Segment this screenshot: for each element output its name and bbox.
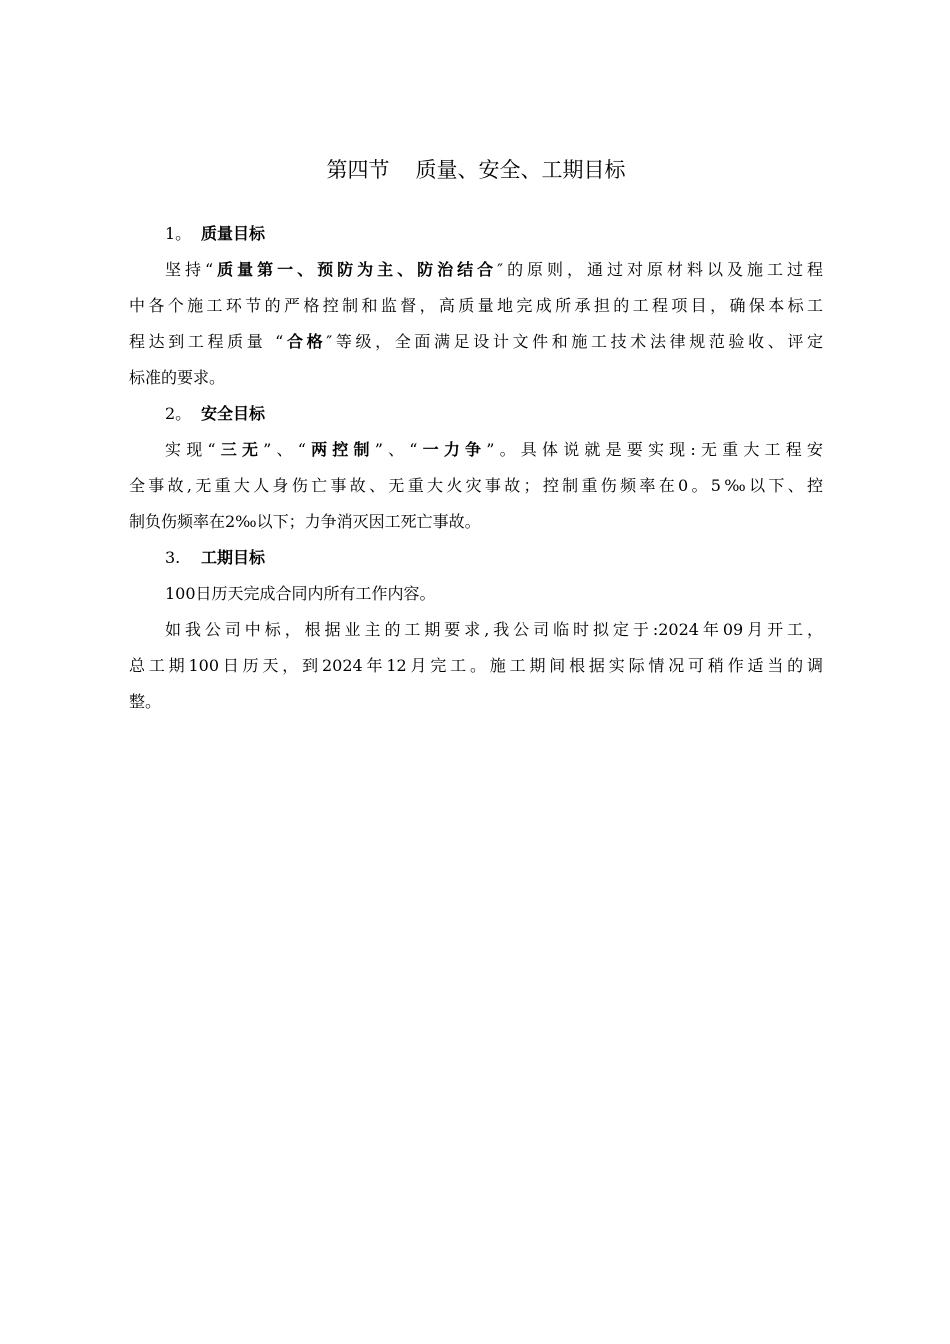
quality-principle: 质量第一、预防为主、防治结合 [213,260,498,279]
safety-paragraph-line-3: 制负伤频率在2‰以下；力争消灭因工死亡事故。 [129,512,481,531]
schedule-heading [129,540,823,576]
schedule-paragraph-2-line-2: 总工期100日历天，到2024年12月完工。施工期间根据实际情况可稍作适当的调 [129,656,823,675]
safety-paragraph-line-1 [129,432,823,468]
schedule-paragraph-2-line-1: 如我公司中标，根据业主的工期要求,我公司临时拟定于:2024年09月开工， [165,620,823,639]
section-title-text: 质量、安全、工期目标 [415,158,626,182]
schedule-paragraph-1: 100日历天完成合同内所有工作内容。 [165,584,436,603]
section-title [129,154,823,186]
quality-heading [129,216,823,252]
document-body [129,216,823,720]
quality-paragraph-line-2: 中各个施工环节的严格控制和监督，高质量地完成所承担的工程项目，确保本标工 [129,296,823,315]
section-number: 第四节 [326,158,390,182]
safety-goal: 一力争 [417,440,487,459]
quality-text: 坚持“ [165,260,214,279]
quality-paragraph-line-3 [129,324,823,360]
safety-text: ”、“ [263,440,306,459]
quality-heading-text: 质量目标 [201,224,266,243]
quality-heading-number: 1。 [165,224,192,243]
safety-text: ”、“ [374,440,418,459]
schedule-paragraph-2-line-3: 整。 [129,692,162,711]
quality-text: ″等级，全面满足设计文件和施工技术法律规范验收、评定 [326,332,823,351]
quality-text: ″的原则，通过对原材料以及施工过程 [497,260,823,279]
safety-paragraph-line-2: 全事故,无重大人身伤亡事故、无重大火灾事故；控制重伤频率在0。5‰以下、控 [129,476,823,495]
safety-heading-number: 2。 [165,404,192,423]
schedule-heading-text: 工期目标 [201,548,266,567]
safety-goal: 两控制 [305,440,375,459]
schedule-heading-number: 3. [165,548,181,567]
safety-text: ”。具体说就是要实现:无重大工程安 [486,440,823,459]
quality-paragraph-line-1 [129,252,823,288]
quality-grade: 合格 [283,332,327,351]
safety-heading-text: 安全目标 [201,404,266,423]
quality-text: 程达到工程质量 “ [129,332,284,351]
safety-goal: 三无 [215,440,264,459]
safety-text: 实现“ [165,440,216,459]
quality-paragraph-line-4: 标准的要求。 [129,368,226,387]
safety-heading [129,396,823,432]
